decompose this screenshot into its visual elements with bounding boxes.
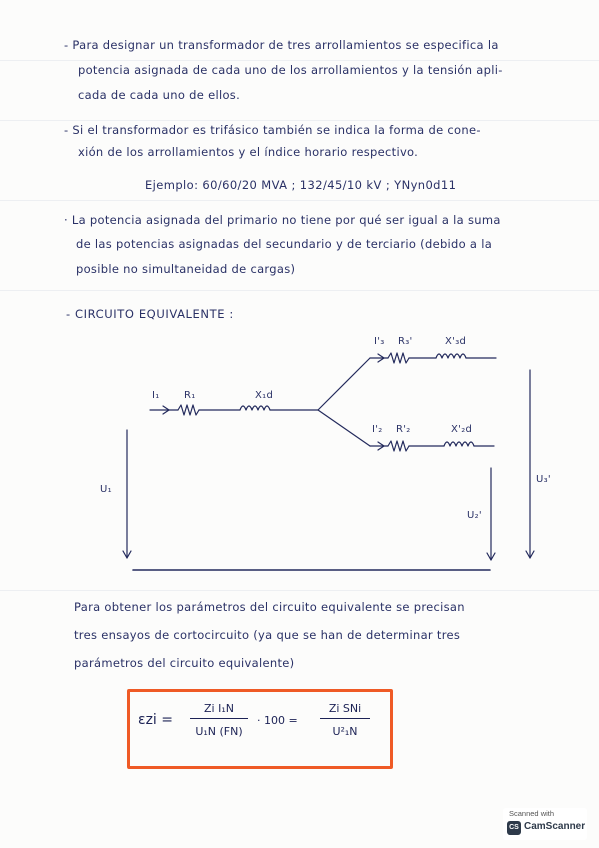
text-line: parámetros del circuito equivalente) bbox=[74, 656, 295, 670]
wire bbox=[318, 410, 370, 446]
text-line: de las potencias asignadas del secundario y de terciario (debido a la bbox=[76, 237, 493, 251]
fraction-one-denominator: U₁N (FN) bbox=[195, 725, 243, 738]
rule-line bbox=[0, 590, 599, 591]
text-line: cada de cada uno de ellos. bbox=[78, 88, 241, 102]
resistor-r2 bbox=[388, 441, 409, 451]
rule-line bbox=[0, 290, 599, 291]
label-r2: R'₂ bbox=[396, 424, 411, 435]
resistor-r3 bbox=[388, 353, 409, 363]
text-line: - Si el transformador es trifásico también se indica la forma de cone- bbox=[64, 123, 481, 137]
rule-line bbox=[0, 120, 599, 121]
inductor-x2 bbox=[444, 442, 474, 446]
text-line: - Para designar un transformador de tres arrollamientos se especifica la bbox=[64, 38, 499, 52]
label-x1: X₁d bbox=[255, 390, 274, 401]
fraction-two-denominator: U²₁N bbox=[332, 725, 358, 738]
watermark-caption: Scanned with bbox=[509, 809, 555, 818]
wire bbox=[318, 358, 370, 410]
label-i2: I'₂ bbox=[372, 424, 383, 435]
fraction-one-numerator: Zi I₁N bbox=[190, 702, 248, 719]
camscanner-logo-icon: CS bbox=[507, 821, 521, 835]
text-line: potencia asignada de cada uno de los arrollamientos y la tensión apli- bbox=[78, 63, 503, 77]
label-u3: U₃' bbox=[536, 474, 551, 485]
camscanner-watermark bbox=[503, 808, 587, 840]
equivalent-circuit-diagram bbox=[0, 320, 599, 590]
label-x3: X'₃d bbox=[445, 336, 467, 347]
formula-lhs: εzi = bbox=[138, 712, 173, 728]
rule-line bbox=[0, 200, 599, 201]
label-x2: X'₂d bbox=[451, 424, 473, 435]
section-heading: - CIRCUITO EQUIVALENTE : bbox=[66, 307, 234, 321]
fraction-one bbox=[190, 702, 248, 738]
label-i3: I'₃ bbox=[374, 336, 385, 347]
text-line: · La potencia asignada del primario no tiene por qué ser igual a la suma bbox=[64, 213, 501, 227]
formula-box bbox=[127, 689, 393, 769]
rule-line bbox=[0, 60, 599, 61]
resistor-r1 bbox=[178, 405, 199, 415]
label-i1: I₁ bbox=[152, 390, 160, 401]
text-line: posible no simultaneidad de cargas) bbox=[76, 262, 296, 276]
example-line: Ejemplo: 60/60/20 MVA ; 132/45/10 kV ; YNyn0d11 bbox=[145, 178, 457, 192]
formula-times: · 100 = bbox=[257, 714, 298, 727]
text-line: tres ensayos de cortocircuito (ya que se han de determinar tres bbox=[74, 628, 461, 642]
label-r1: R₁ bbox=[184, 390, 196, 401]
fraction-two-numerator: Zi SNi bbox=[320, 702, 370, 719]
watermark-brand: CamScanner bbox=[524, 821, 586, 832]
text-line: xión de los arrollamientos y el índice horario respectivo. bbox=[78, 145, 419, 159]
label-r3: R₃' bbox=[398, 336, 413, 347]
label-u1: U₁ bbox=[100, 484, 112, 495]
label-u2: U₂' bbox=[467, 510, 482, 521]
inductor-x3 bbox=[436, 354, 466, 358]
text-line: Para obtener los parámetros del circuito equivalente se precisan bbox=[74, 600, 465, 614]
inductor-x1 bbox=[240, 406, 270, 410]
fraction-two bbox=[320, 702, 370, 738]
